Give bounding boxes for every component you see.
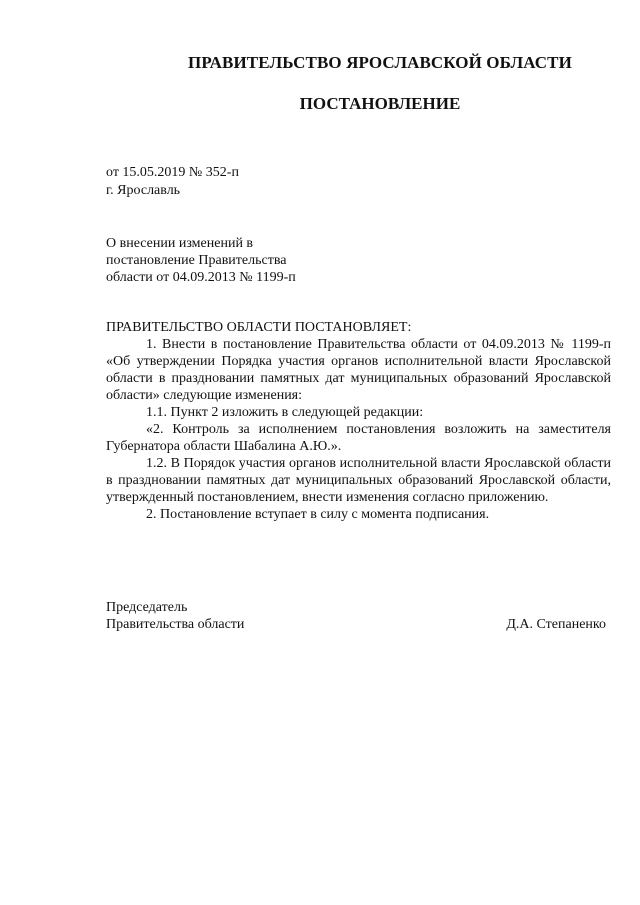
- signer-position: Правительства области: [106, 617, 245, 632]
- document-type: ПОСТАНОВЛЕНИЕ: [299, 94, 461, 113]
- preamble: ПРАВИТЕЛЬСТВО ОБЛАСТИ ПОСТАНОВЛЯЕТ:: [106, 320, 412, 335]
- paragraph-2: 2. Постановление вступает в силу с момента подписания.: [146, 507, 490, 522]
- subject-line: постановление Правительства: [106, 253, 287, 268]
- paragraph-1: 1. Внести в постановление Правительства области от 04.09.2013 № 1199-п «Об утверждении Порядка участия органов исполнительной власти Ярославской области в праздновании памятных дат муниципальных образований Ярославской области» следующие изменения:: [106, 337, 611, 403]
- date-number: от 15.05.2019 № 352-п: [106, 165, 239, 180]
- paragraph-1-1: 1.1. Пункт 2 изложить в следующей редакции:: [146, 405, 424, 420]
- government-title: ПРАВИТЕЛЬСТВО ЯРОСЛАВСКОЙ ОБЛАСТИ: [188, 53, 572, 72]
- signer-position: Председатель: [106, 600, 188, 615]
- document-body: [106, 319, 611, 523]
- document-meta: [106, 164, 239, 200]
- paragraph-1-2: 1.2. В Порядок участия органов исполнительной власти Ярославской области в праздновании памятных дат муниципальных образований Ярославской области, утвержденный постановлением, внести изменения согласно приложению.: [106, 456, 611, 505]
- city: г. Ярославль: [106, 183, 181, 198]
- signature-block: [106, 599, 606, 633]
- signer-name: Д.А. Степаненко: [506, 617, 606, 632]
- document-subject: [106, 235, 296, 286]
- subject-line: О внесении изменений в: [106, 236, 254, 251]
- subject-line: области от 04.09.2013 № 1199-п: [106, 270, 296, 285]
- paragraph-1-1-quote: «2. Контроль за исполнением постановления возложить на заместителя Губернатора области Шабалина А.Ю.».: [106, 422, 611, 454]
